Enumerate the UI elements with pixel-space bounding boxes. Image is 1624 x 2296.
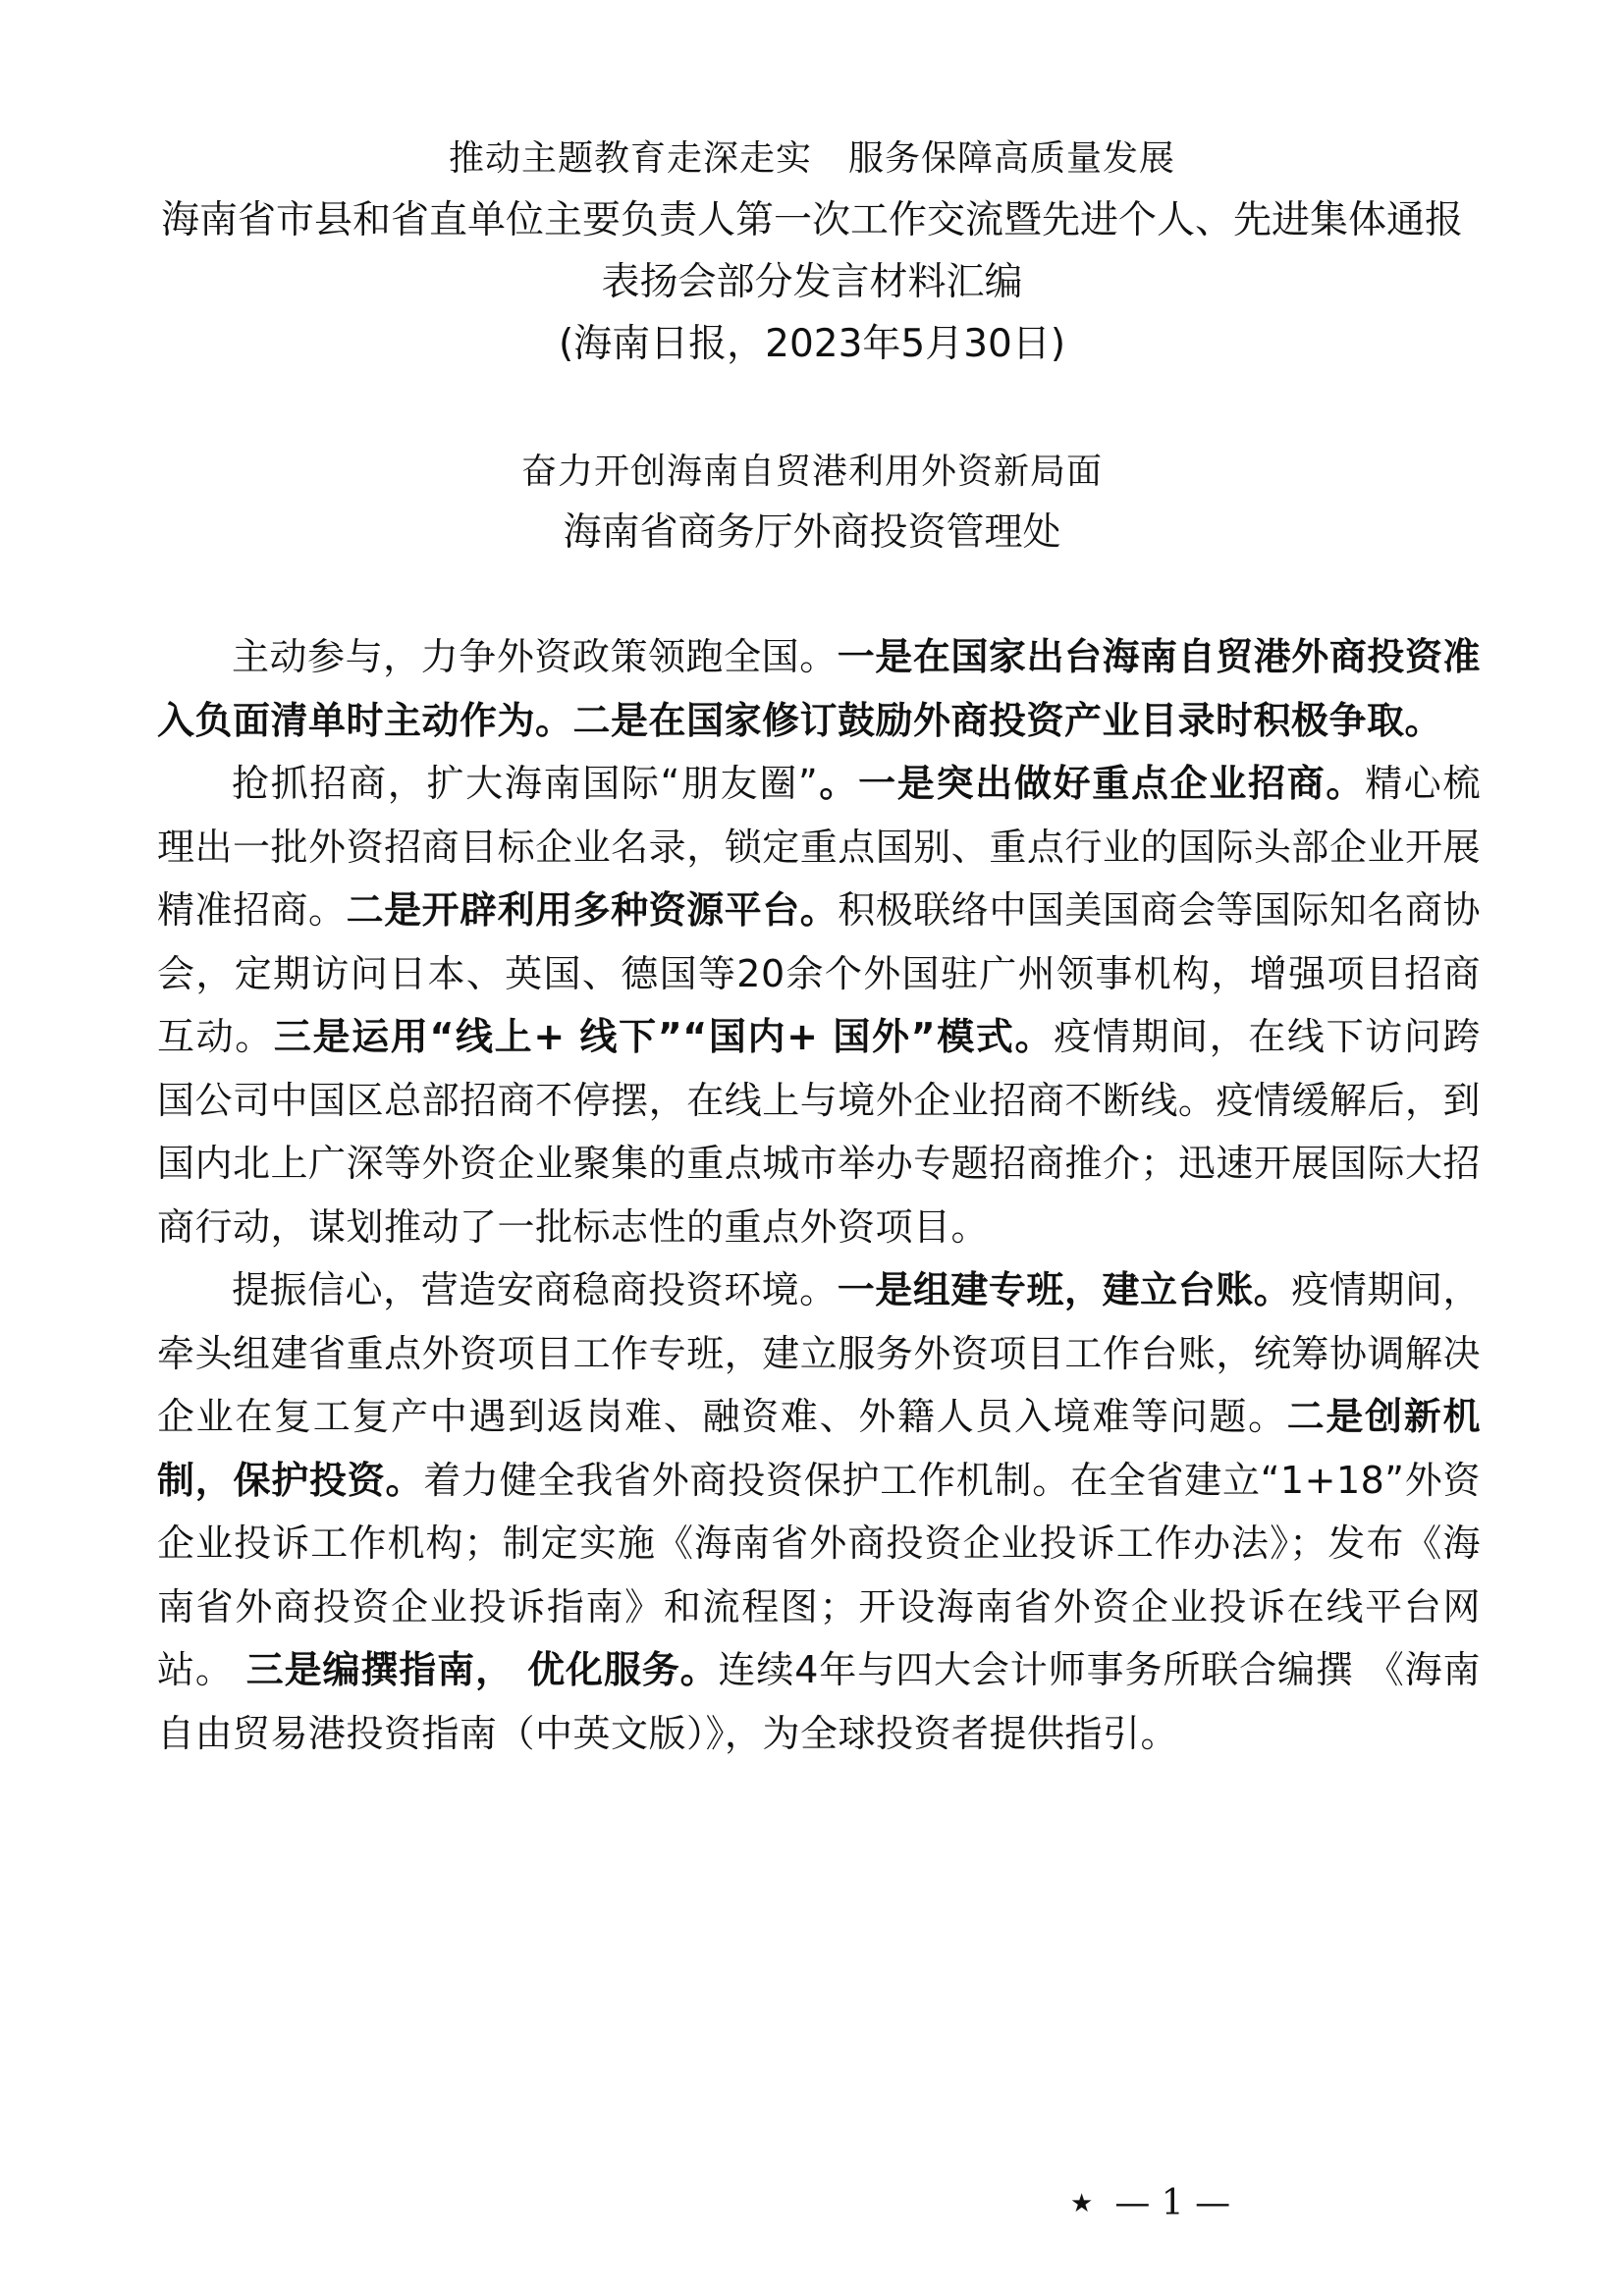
article-title: 奋力开创海南自贸港利用外资新局面 (520, 452, 1103, 492)
document-source-line: (海南日报，2023年5月30日) (558, 322, 1066, 366)
article-paragraph (157, 625, 1481, 752)
bold-run: 二是开辟利用多种资源平台。 (346, 888, 839, 932)
document-title-line-2: 表扬会部分发言材料汇编 (601, 260, 1023, 304)
text-run: 提振信心，营造安商稳商投资环境。 (232, 1268, 838, 1311)
bold-run: 一是组建专班，建立台账。 (837, 1268, 1292, 1311)
bold-run: 。一是突出做好重点企业招商。 (818, 762, 1366, 805)
text-run: 连续4年与四大会计师事务所联合编撰 《海南自由贸易港投资指南（中英文版）》，为全球投资者提供指引。 (157, 1648, 1481, 1755)
text-run: 精心梳理出一批外资招商目标企业名录，锁定重点国别、重点行业的国际头部企业开展精准招商。 (157, 762, 1481, 932)
bold-run: 二是创新机制，保护投资。 (157, 1395, 1481, 1502)
article-paragraph (157, 1258, 1481, 1765)
bold-run: 一是在国家出台海南自贸港外商投资准入负面清单时主动作为。二是在国家修订鼓励外商投资产业目录时积极争取。 (157, 635, 1481, 742)
star-icon: ★ (1070, 2189, 1094, 2218)
page-footer (1070, 2182, 1230, 2225)
page-number: — 1 — (1114, 2183, 1231, 2223)
text-run: 主动参与，力争外资政策领跑全国。 (232, 635, 838, 678)
document-kicker: 推动主题教育走深走实 服务保障高质量发展 (448, 138, 1175, 179)
text-run: 疫情期间，牵头组建省重点外资项目工作专班，建立服务外资项目工作台账，统筹协调解决企业在复工复产中遇到返岗难、融资难、外籍人员入境难等问题。 (157, 1268, 1481, 1438)
article-paragraph (157, 752, 1481, 1258)
text-run: 积极联络中国美国商会等国际知名商协会，定期访问日本、英国、德国等20余个外国驻广州领事机构，增强项目招商互动。 (157, 888, 1481, 1058)
bold-run: 三是编撰指南， 优化服务。 (245, 1648, 719, 1691)
article-body (157, 625, 1481, 1765)
text-run: 疫情期间，在线下访问跨国公司中国区总部招商不停摆，在线上与境外企业招商不断线。疫情缓解后，到国内北上广深等外资企业聚集的重点城市举办专题招商推介；迅速开展国际大招商行动，谋划推动了一批标志性的重点外资项目。 (157, 1015, 1481, 1249)
text-run: 抢抓招商，扩大海南国际“朋友圈” (232, 762, 819, 805)
document-title-line-1: 海南省市县和省直单位主要负责人第一次工作交流暨先进个人、先进集体通报 (160, 198, 1463, 242)
bold-run: 三是运用“线上+ 线下”“国内+ 国外”模式。 (273, 1015, 1055, 1058)
article-author: 海南省商务厅外商投资管理处 (563, 510, 1061, 555)
text-run: 着力健全我省外商投资保护工作机制。在全省建立“1+18”外资企业投诉工作机构；制定实施《海南省外商投资企业投诉工作办法》；发布《海南省外商投资企业投诉指南》和流程图；开设海南省外资企业投诉在线平台网站。 (157, 1458, 1481, 1691)
